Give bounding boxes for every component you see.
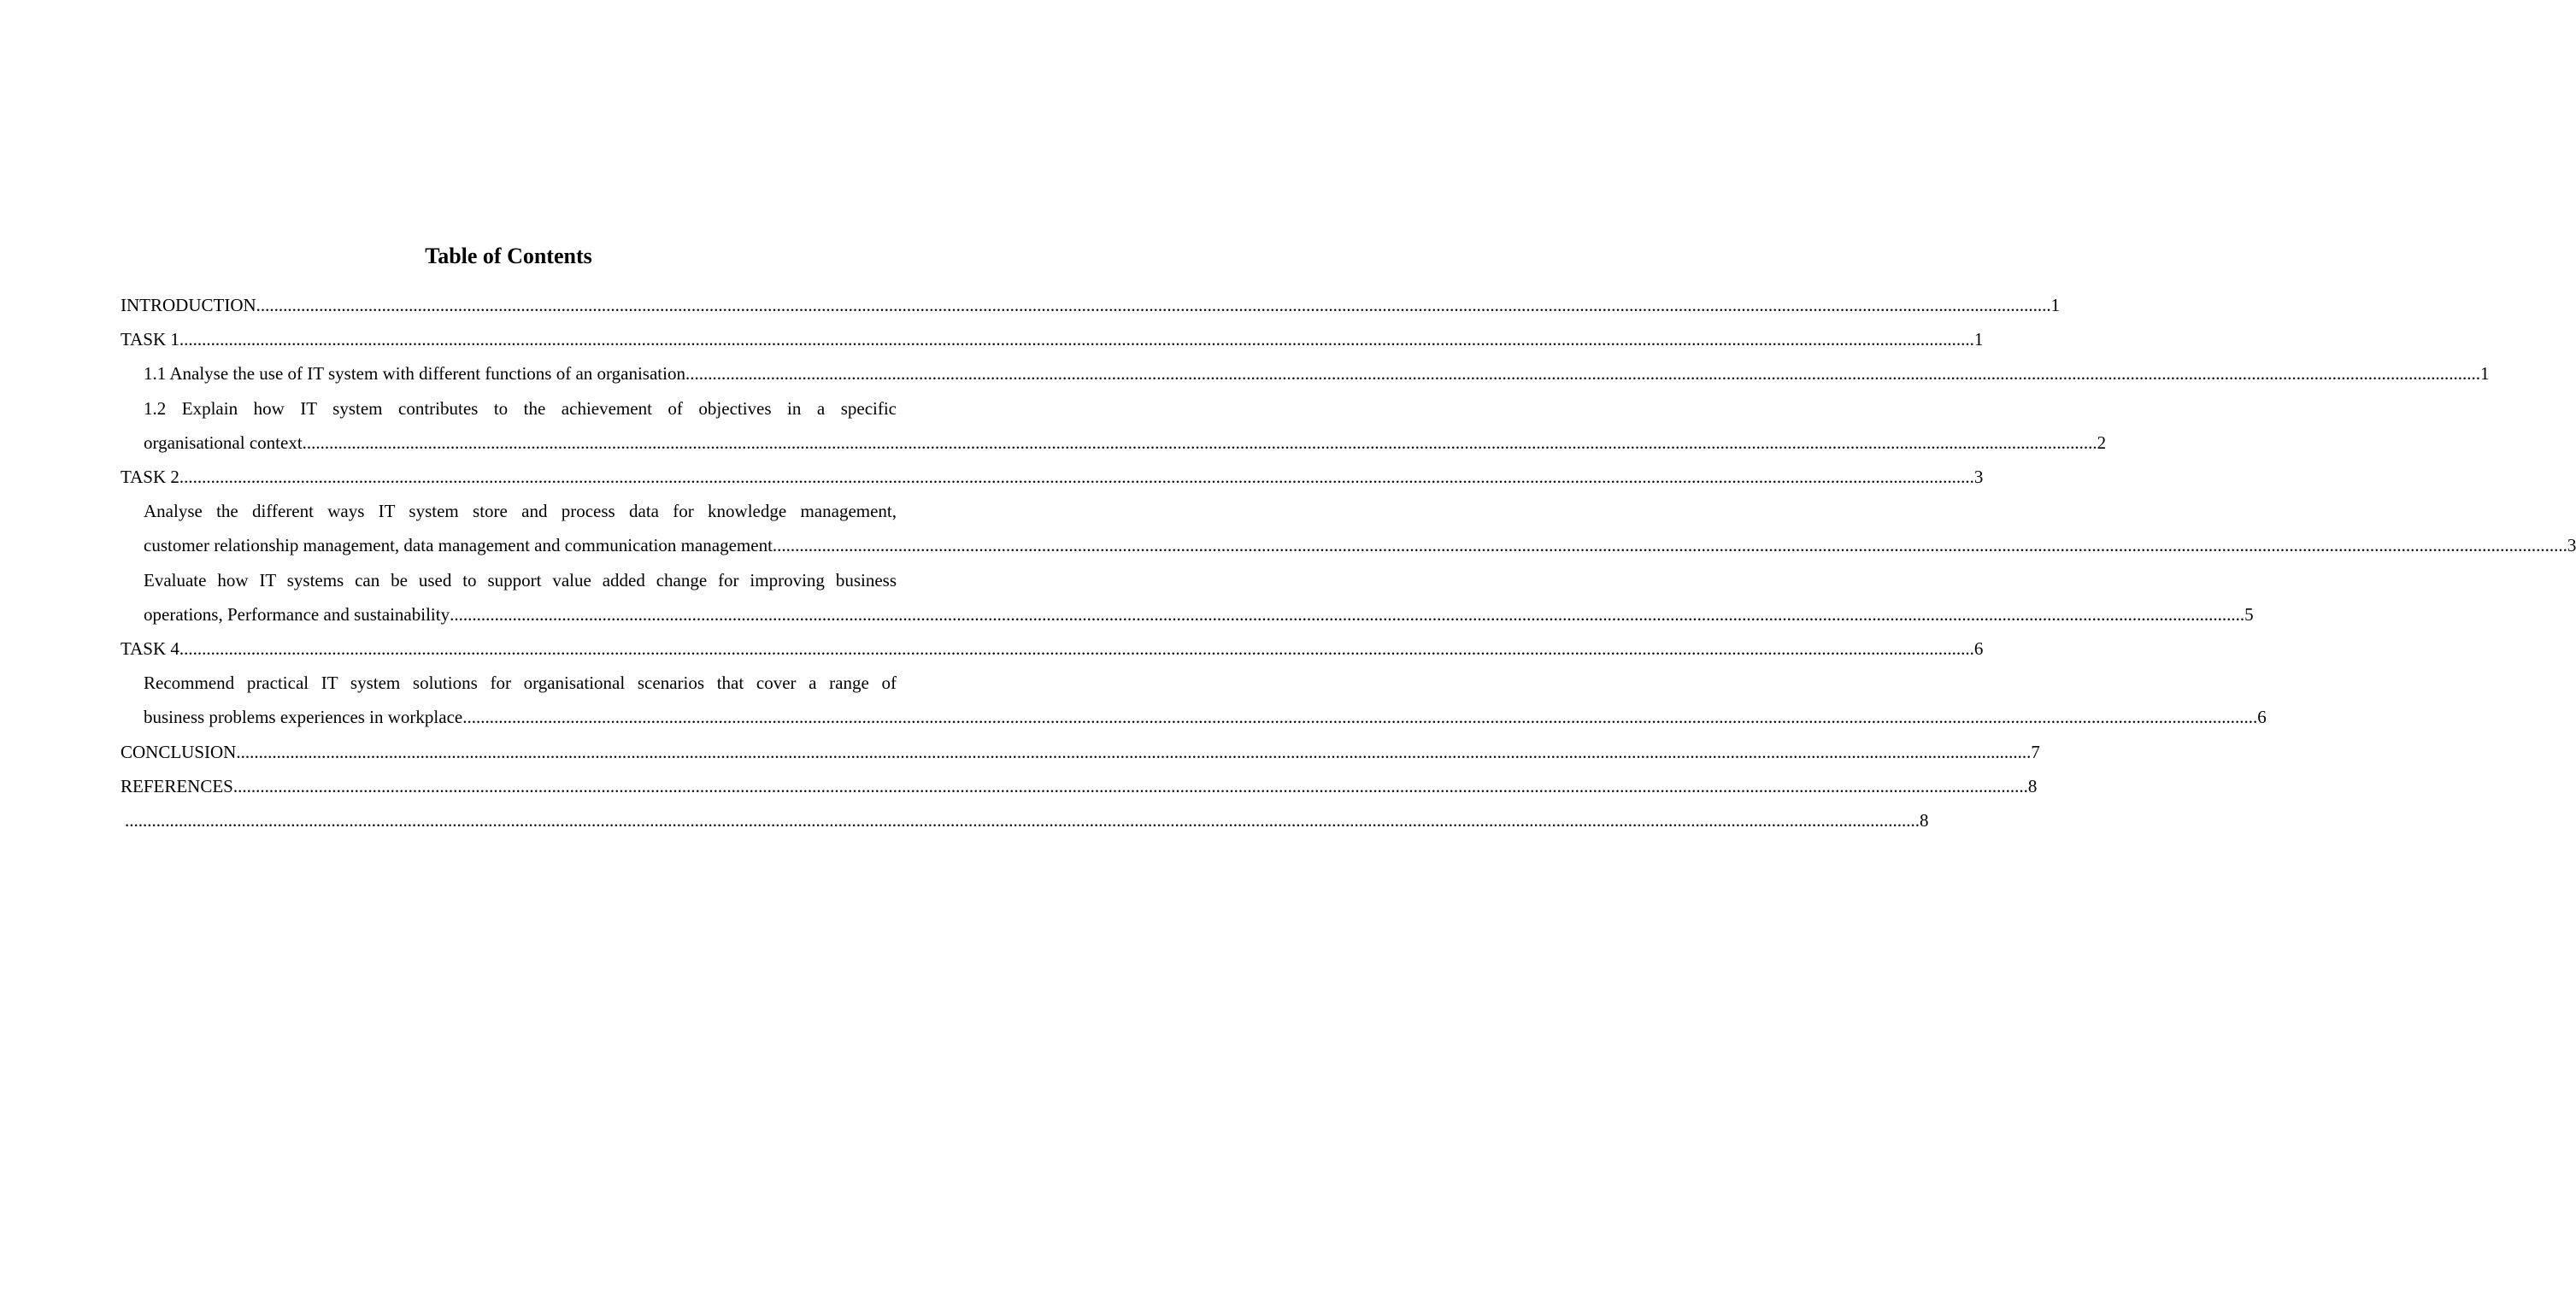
toc-page-number: 6 [1973,638,1984,660]
dot-leader: ................................................................................................................................................................................................................................................................................................................................................................................................................ [462,707,2258,728]
toc-entry-label: TASK 1 [121,329,179,350]
toc-entry-label: TASK 4 [121,638,179,660]
toc-entry-label: organisational context [144,432,303,453]
dot-leader: ................................................................................................................................................................................................................................................................................................................................................................................................................ [125,810,1920,831]
toc-entry-label-line: 1.2 Explain how IT system contributes to the achievement of objectives in a specific [144,397,897,419]
dot-leader: ................................................................................................................................................................................................................................................................................................................................................................................................................ [256,295,2051,315]
dot-leader: ................................................................................................................................................................................................................................................................................................................................................................................................................ [232,775,2028,796]
toc-entry-label-line: Recommend practical IT system solutions for organisational scenarios that cover a range of [144,673,897,694]
toc-entry-recommend[interactable] [121,666,2267,734]
toc-entry-label: customer relationship management, data management and communication management [144,535,773,556]
dot-leader: ................................................................................................................................................................................................................................................................................................................................................................................................................ [685,363,2480,385]
toc-entry-label: INTRODUCTION [121,295,256,315]
toc-page-number: 3 [2567,535,2576,556]
dot-leader: ................................................................................................................................................................................................................................................................................................................................................................................................................ [450,603,2245,625]
toc-entry-references[interactable] [121,769,2038,803]
toc-entry-task-1[interactable] [121,322,1984,356]
dot-leader: ................................................................................................................................................................................................................................................................................................................................................................................................................ [179,329,1974,350]
toc-entry-label: CONCLUSION [121,741,237,762]
toc-page-number: 8 [2027,775,2038,796]
toc-page-number: 2 [2097,432,2107,453]
toc-entry-analyse-data[interactable] [121,494,2576,562]
toc-page-number: 1 [1973,329,1984,350]
dot-leader: ................................................................................................................................................................................................................................................................................................................................................................................................................ [302,432,2097,453]
toc-entry-label-line: Evaluate how IT systems can be used to support value added change for improving business [144,569,897,590]
toc-entry-1-2[interactable] [121,391,2107,460]
toc-entry-task-4[interactable] [121,632,1984,666]
table-of-contents [121,288,2576,837]
toc-page-number: 3 [1973,467,1984,488]
dot-leader: ................................................................................................................................................................................................................................................................................................................................................................................................................ [772,535,2567,556]
toc-entry-1-1[interactable] [121,356,2490,391]
toc-page-number: 5 [2244,603,2254,625]
toc-entry-conclusion[interactable] [121,735,2040,769]
toc-entry-label-line: Analyse the different ways IT system store and process data for knowledge management, [144,501,897,522]
toc-page-number: 1 [2479,363,2490,385]
toc-entry-introduction[interactable] [121,288,2061,322]
toc-entry-label: operations, Performance and sustainability [144,603,450,625]
page-title: Table of Contents [425,244,592,268]
toc-entry-label: 1.1 Analyse the use of IT system with different functions of an organisation [144,363,685,385]
dot-leader: ................................................................................................................................................................................................................................................................................................................................................................................................................ [179,467,1974,488]
toc-page-number: 6 [2257,707,2267,728]
toc-entry-label: REFERENCES [121,775,233,796]
toc-entry-untitled[interactable] [121,803,1929,837]
toc-entry-task-2[interactable] [121,460,1984,494]
toc-page-number: 8 [1920,810,1929,831]
dot-leader: ................................................................................................................................................................................................................................................................................................................................................................................................................ [236,741,2032,762]
toc-entry-evaluate[interactable] [121,563,2254,632]
toc-page-number: 7 [2031,741,2040,762]
toc-entry-label: TASK 2 [121,467,179,488]
toc-entry-label: business problems experiences in workplace [144,707,463,728]
dot-leader: ................................................................................................................................................................................................................................................................................................................................................................................................................ [179,638,1974,660]
toc-page-number: 1 [2050,295,2061,315]
